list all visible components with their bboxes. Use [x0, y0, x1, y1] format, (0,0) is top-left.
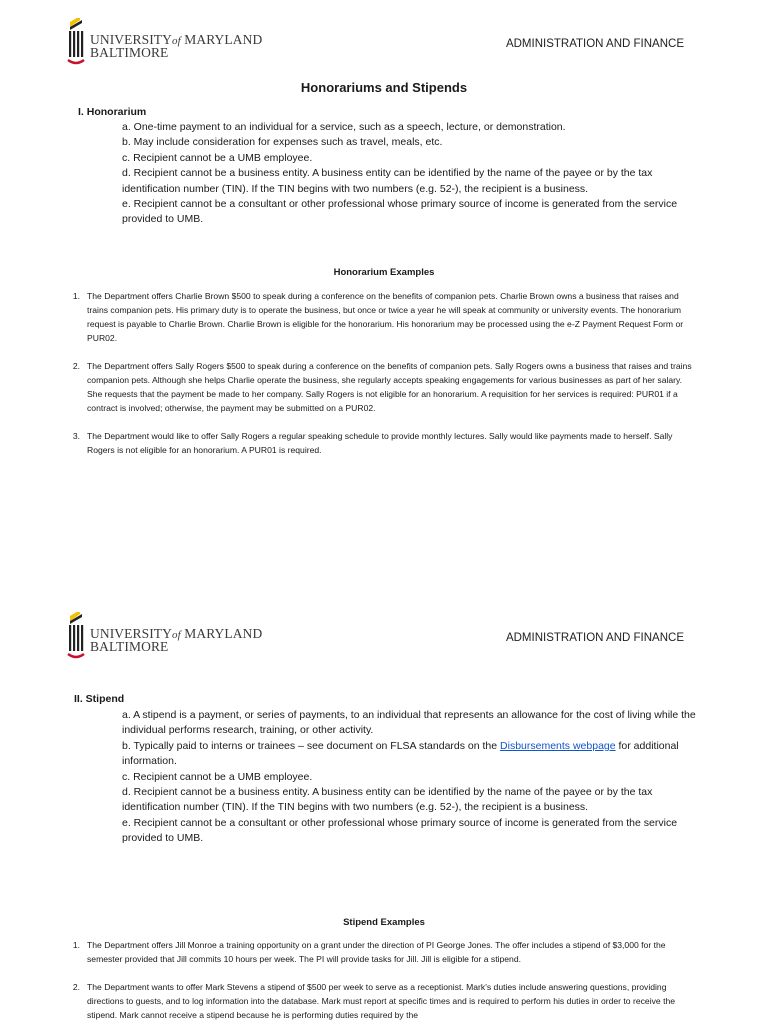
criteria-item-d: d. Recipient cannot be a business entity. A business entity can be identified by the name of the payee or by the tax identification number (TIN). If the TIN begins with two numbers (e.g. 52-), the recipient is a business.: [122, 786, 653, 814]
criteria-item-b: b. May include consideration for expenses such as travel, meals, etc.: [122, 136, 443, 149]
honorarium-criteria-list: [122, 120, 712, 228]
stipend-examples-heading: Stipend Examples: [343, 917, 425, 928]
logo-wordmark-line1: UNIVERSITYof MARYLAND: [90, 626, 263, 641]
umb-logo: [66, 18, 263, 68]
example-text: The Department offers Charlie Brown $500 to speak during a conference on the benefits of companion pets. Charlie Brown owns a business that raises and trains companion pets. His primary duty is to operate the business, but once or twice a year he will speak at community or university events. The honorarium request is payable to Charlie Brown. Charlie Brown is eligible for the honorarium. His honorarium may be processed using the e-Z Payment Request Form or PUR02.: [87, 291, 684, 343]
criteria-item-e: e. Recipient cannot be a consultant or other professional whose primary source of income is generated from the service provided to UMB.: [122, 816, 678, 845]
stipend-heading: II. Stipend: [74, 693, 125, 705]
example-text: The Department wants to offer Mark Stevens a stipend of $500 per week to serve as a receptionist. Mark's duties include answering questions, providing directions to guests, and to log information into the database. Mark must report at specific times and is required to perform his duties in order to receive the stipend. Mark cannot receive a stipend because he is performing duties required by the: [87, 982, 676, 1020]
umb-logo-icon: [66, 18, 90, 66]
logo-wordmark-line1: UNIVERSITYof MARYLAND: [90, 32, 263, 47]
umb-logo: [66, 612, 263, 662]
honorarium-example-3: [66, 430, 696, 458]
example-number: 3.: [72, 431, 80, 441]
criteria-item-c: c. Recipient cannot be a UMB employee.: [122, 151, 313, 164]
criteria-item-a: a. One-time payment to an individual for a service, such as a speech, lecture, or demonstration.: [122, 121, 566, 133]
disbursements-webpage-link[interactable]: Disbursements webpage: [500, 739, 616, 752]
criteria-item-b: b. Typically paid to interns or trainees – see document on FLSA standards on the Disbursements webpage for additional information.: [122, 739, 679, 768]
honorarium-example-2: [66, 360, 696, 416]
page-title: Honorariums and Stipends: [300, 80, 468, 95]
stipend-example-1: [66, 939, 696, 967]
example-number: 2.: [72, 361, 80, 371]
umb-logo-icon: [66, 612, 90, 660]
department-label: ADMINISTRATION AND FINANCE: [505, 38, 684, 50]
example-number: 1.: [72, 940, 80, 950]
honorarium-example-1: [66, 290, 696, 346]
example-number: 2.: [72, 982, 80, 992]
honorarium-heading: I. Honorarium: [78, 106, 147, 118]
example-number: 1.: [72, 291, 80, 301]
stipend-criteria-list: [122, 708, 712, 847]
example-text: The Department offers Jill Monroe a training opportunity on a grant under the direction of PI George Jones. The offer includes a stipend of $3,000 for the semester provided that Jill commits 10 hours per week. The PI will provide tasks for Jill. Jill is eligible for a stipend.: [87, 940, 666, 964]
criteria-item-c: c. Recipient cannot be a UMB employee.: [122, 770, 313, 783]
department-label: ADMINISTRATION AND FINANCE: [505, 632, 684, 644]
example-text: The Department offers Sally Rogers $500 to speak during a conference on the benefits of companion pets. Sally Rogers owns a business that raises and trains companion pets. Although she helps Charlie operate the business, she regularly accepts speaking engagements for various businesses as part of her salary. She requests that the payment be made to her company. Sally Rogers is not eligible for an honorarium. A requisition for her services is required: PUR01 if a contract is involved; otherwise, the payment may be submitted on a PUR02.: [87, 361, 692, 413]
stipend-example-2: [66, 981, 696, 1024]
criteria-item-e: e. Recipient cannot be a consultant or other professional whose primary source of income is generated from the service provided to UMB.: [122, 198, 678, 226]
logo-wordmark-line2: BALTIMORE: [90, 639, 169, 654]
example-text: The Department would like to offer Sally Rogers a regular speaking schedule to provide monthly lectures. Sally would like payments made to herself. Sally Rogers is not eligible for an honorarium. A PUR01 is required.: [87, 431, 673, 455]
honorarium-examples-heading: Honorarium Examples: [333, 267, 435, 278]
logo-wordmark-line2: BALTIMORE: [90, 45, 169, 60]
criteria-item-a: a. A stipend is a payment, or series of payments, to an individual that represents an allowance for the cost of living while the individual performs research, training, or other activity.: [122, 709, 696, 737]
criteria-item-d: d. Recipient cannot be a business entity. A business entity can be identified by the name of the payee or by the tax identification number (TIN). If the TIN begins with two numbers (e.g. 52-), the recipient is a business.: [122, 167, 653, 195]
